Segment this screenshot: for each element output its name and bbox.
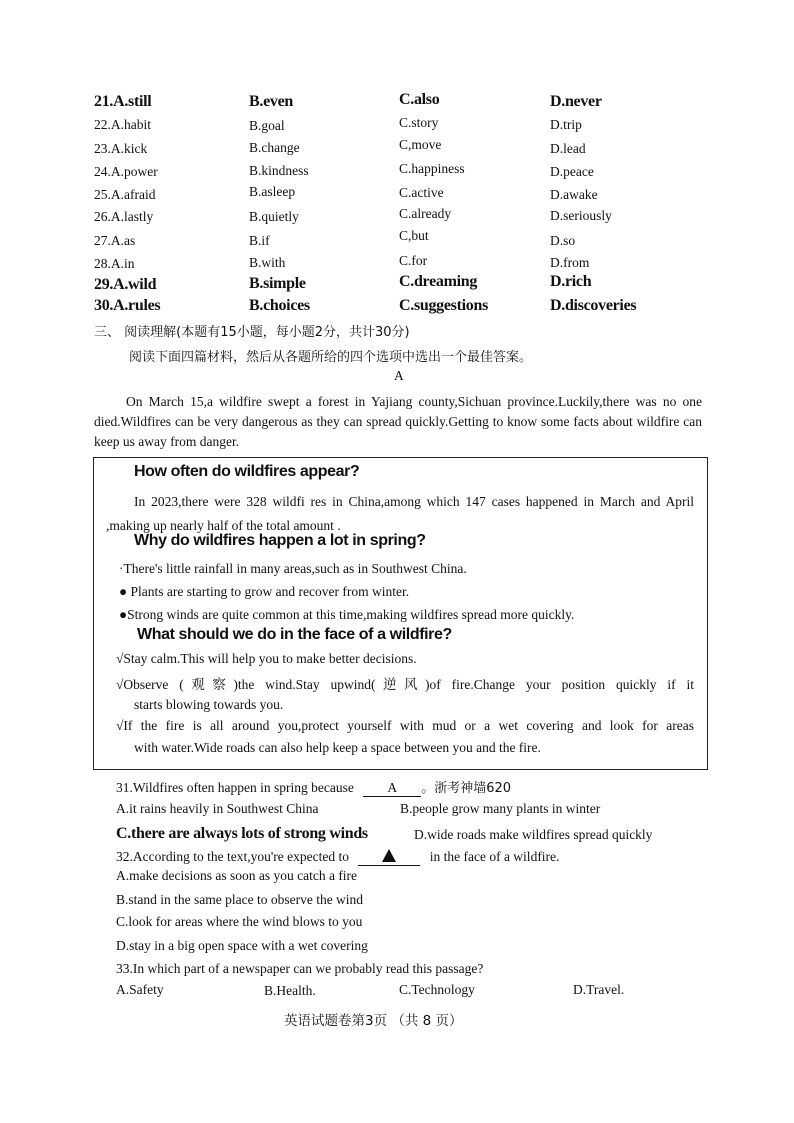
q31-option-a: A.it rains heavily in Southwest China xyxy=(116,801,319,816)
q32-answer-blank xyxy=(358,849,420,866)
option-23-d: D.lead xyxy=(550,141,586,156)
section-instruction: 阅读下面四篇材料，然后从各题所给的四个选项中选出一个最佳答案。 xyxy=(129,350,533,365)
box-heading-3: What should we do in the face of a wildfire? xyxy=(137,626,452,643)
section-title: 三、 阅读理解(本题有15小题，每小题2分，共计30分) xyxy=(94,325,410,340)
box-bullet-3: ●Strong winds are quite common at this time,making wildfires spread more quickly. xyxy=(119,607,575,622)
q33-option-d: D.Travel. xyxy=(573,982,625,997)
box-check-2-cont: starts blowing towards you. xyxy=(134,697,284,712)
q31-option-d: D.wide roads make wildfires spread quickly xyxy=(414,827,653,842)
option-28-b: B.with xyxy=(249,255,286,270)
q32-tail: in the face of a wildfire. xyxy=(429,849,560,864)
q32-option-a: A.make decisions as soon as you catch a fire xyxy=(116,868,358,883)
box-heading-2: Why do wildfires happen a lot in spring? xyxy=(134,532,426,549)
option-28-d: D.from xyxy=(550,255,590,270)
option-28-a: 28.A.in xyxy=(94,256,135,271)
q32-stem: 32.According to the text,you're expected to xyxy=(116,849,349,864)
box-check-2: √Observe (观察)the wind.Stay upwind(逆风)of fire.Change your position quickly if it xyxy=(116,677,694,692)
option-25-c: C.active xyxy=(399,185,444,200)
option-27-a: 27.A.as xyxy=(94,233,136,248)
question-33: 33.In which part of a newspaper can we probably read this passage? xyxy=(116,961,484,976)
option-29-d: D.rich xyxy=(550,273,592,290)
option-27-c: C,but xyxy=(399,228,429,243)
option-26-b: B.quietly xyxy=(249,209,299,224)
option-29-c: C.dreaming xyxy=(399,273,478,290)
box-bullet-1: ·There's little rainfall in many areas,such as in Southwest China. xyxy=(119,561,467,576)
option-23-a: 23.A.kick xyxy=(94,141,148,156)
passage-label: A xyxy=(394,368,404,383)
q31-answer-blank: A xyxy=(363,780,421,797)
option-30-c: C.suggestions xyxy=(399,297,489,314)
option-29-a: 29.A.wild xyxy=(94,276,157,293)
option-26-a: 26.A.lastly xyxy=(94,209,154,224)
q31-option-c: C.there are always lots of strong winds xyxy=(116,825,368,842)
option-21-c: C.also xyxy=(399,91,440,108)
option-30-d: D.discoveries xyxy=(550,297,637,314)
q32-option-c: C.look for areas where the wind blows to you xyxy=(116,914,363,929)
option-24-d: D.peace xyxy=(550,164,594,179)
option-27-d: D.so xyxy=(550,233,576,248)
option-24-c: C.happiness xyxy=(399,161,465,176)
box-bullet-2: ● Plants are starting to grow and recover from winter. xyxy=(119,584,410,599)
box-check-3-cont: with water.Wide roads can also help keep a space between you and the fire. xyxy=(134,740,541,755)
q31-stem: 31.Wildfires often happen in spring because xyxy=(116,780,354,795)
option-26-d: D.seriously xyxy=(550,208,612,223)
option-23-b: B.change xyxy=(249,140,300,155)
q31-option-b: B.people grow many plants in winter xyxy=(400,801,601,816)
option-28-c: C.for xyxy=(399,253,428,268)
triangle-marker-icon xyxy=(382,849,396,862)
option-22-d: D.trip xyxy=(550,117,582,132)
option-22-c: C.story xyxy=(399,115,439,130)
box-check-1: √Stay calm.This will help you to make better decisions. xyxy=(116,651,417,666)
option-24-b: B.kindness xyxy=(249,163,309,178)
option-25-a: 25.A.afraid xyxy=(94,187,156,202)
q33-option-c: C.Technology xyxy=(399,982,475,997)
option-25-b: B.asleep xyxy=(249,184,296,199)
option-30-a: 30.A.rules xyxy=(94,297,161,314)
page-footer: 英语试题卷第3页 （共 8 页） xyxy=(284,1013,463,1029)
passage-intro: On March 15,a wildfire swept a forest in Yajiang county,Sichuan province.Luckily,there was no one died.Wildfires can be very dangerous as they can spread quickly.Getting to know some facts about wildfire can keep us away from danger. xyxy=(94,394,702,449)
option-21-b: B.even xyxy=(249,93,293,110)
option-29-b: B.simple xyxy=(249,275,306,292)
box-paragraph-1: In 2023,there were 328 wildfi res in China,among which 147 cases happened in March and April ,making up nearly half of the total amount . xyxy=(106,494,694,533)
option-21-a: 21.A.still xyxy=(94,93,152,110)
option-21-d: D.never xyxy=(550,93,602,110)
q33-option-a: A.Safety xyxy=(116,982,164,997)
option-26-c: C.already xyxy=(399,206,452,221)
option-22-a: 22.A.habit xyxy=(94,117,151,132)
q32-option-b: B.stand in the same place to observe the wind xyxy=(116,892,364,907)
option-23-c: C,move xyxy=(399,137,442,152)
option-25-d: D.awake xyxy=(550,187,598,202)
option-24-a: 24.A.power xyxy=(94,164,158,179)
box-heading-1: How often do wildfires appear? xyxy=(134,463,360,480)
option-22-b: B.goal xyxy=(249,118,285,133)
option-30-b: B.choices xyxy=(249,297,310,314)
question-32 xyxy=(116,849,559,866)
q33-option-b: B.Health. xyxy=(264,983,316,998)
q32-option-d: D.stay in a big open space with a wet covering xyxy=(116,938,368,953)
box-check-3: √If the fire is all around you,protect yourself with mud or a wet covering and look for areas xyxy=(116,718,694,733)
option-27-b: B.if xyxy=(249,233,270,248)
question-31 xyxy=(116,777,511,797)
q31-note: 。浙考神墙620 xyxy=(421,781,512,796)
